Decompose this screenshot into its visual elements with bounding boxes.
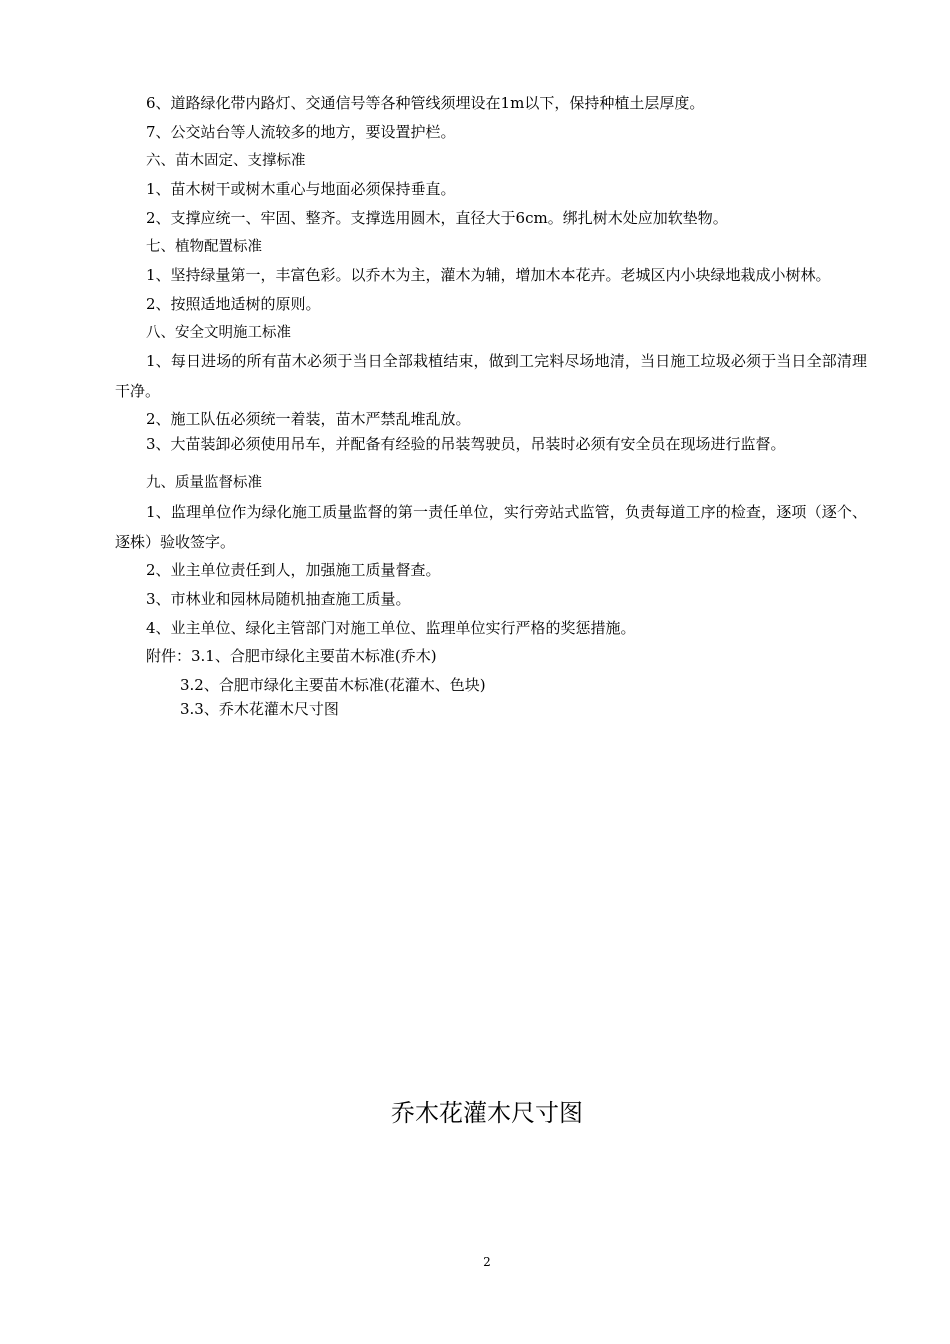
section-heading-safe-construction: 八、安全文明施工标准 xyxy=(146,325,291,341)
figure-title: 乔木花灌木尺寸图 xyxy=(391,1099,583,1127)
section-heading-quality-supervision: 九、质量监督标准 xyxy=(146,475,262,491)
paragraph-item: 1、苗木树干或树木重心与地面必须保持垂直。 xyxy=(146,180,456,198)
paragraph-item-7: 7、公交站台等人流较多的地方，要设置护栏。 xyxy=(146,123,456,141)
section-heading-seedling-support: 六、苗木固定、支撑标准 xyxy=(146,153,306,169)
paragraph-item: 2、支撑应统一、牢固、整齐。支撑选用圆木，直径大于6cm。绑扎树木处应加软垫物。 xyxy=(146,209,728,227)
page-number: 2 xyxy=(483,1255,491,1269)
paragraph-item: 2、业主单位责任到人，加强施工质量督查。 xyxy=(146,561,441,579)
appendix-line: 附件：3.1、合肥市绿化主要苗木标准(乔木) xyxy=(146,647,437,665)
paragraph-item: 1、坚持绿量第一，丰富色彩。以乔木为主，灌木为辅，增加木本花卉。老城区内小块绿地栽成小树林。 xyxy=(146,266,831,284)
paragraph-item: 3、大苗装卸必须使用吊车，并配备有经验的吊装驾驶员，吊装时必须有安全员在现场进行监督。 xyxy=(146,435,786,453)
paragraph-item-wrapped: 1、每日进场的所有苗木必须于当日全部栽植结束，做到工完料尽场地清，当日施工垃圾必须于当日全部清理干净。 xyxy=(115,352,867,400)
paragraph-item-wrapped: 1、监理单位作为绿化施工质量监督的第一责任单位，实行旁站式监管，负责每道工序的检查，逐项（逐个、逐株）验收签字。 xyxy=(115,503,867,551)
paragraph-item: 2、施工队伍必须统一着装，苗木严禁乱堆乱放。 xyxy=(146,410,471,428)
paragraph-item: 4、业主单位、绿化主管部门对施工单位、监理单位实行严格的奖惩措施。 xyxy=(146,619,636,637)
appendix-line: 3.2、合肥市绿化主要苗木标准(花灌木、色块) xyxy=(180,676,486,694)
paragraph-item: 2、按照适地适树的原则。 xyxy=(146,295,321,313)
appendix-line: 3.3、乔木花灌木尺寸图 xyxy=(180,700,339,718)
paragraph-item: 3、市林业和园林局随机抽查施工质量。 xyxy=(146,590,411,608)
section-heading-plant-configuration: 七、植物配置标准 xyxy=(146,239,262,255)
paragraph-item-6: 6、道路绿化带内路灯、交通信号等各种管线须埋设在1m以下，保持种植土层厚度。 xyxy=(146,94,705,112)
